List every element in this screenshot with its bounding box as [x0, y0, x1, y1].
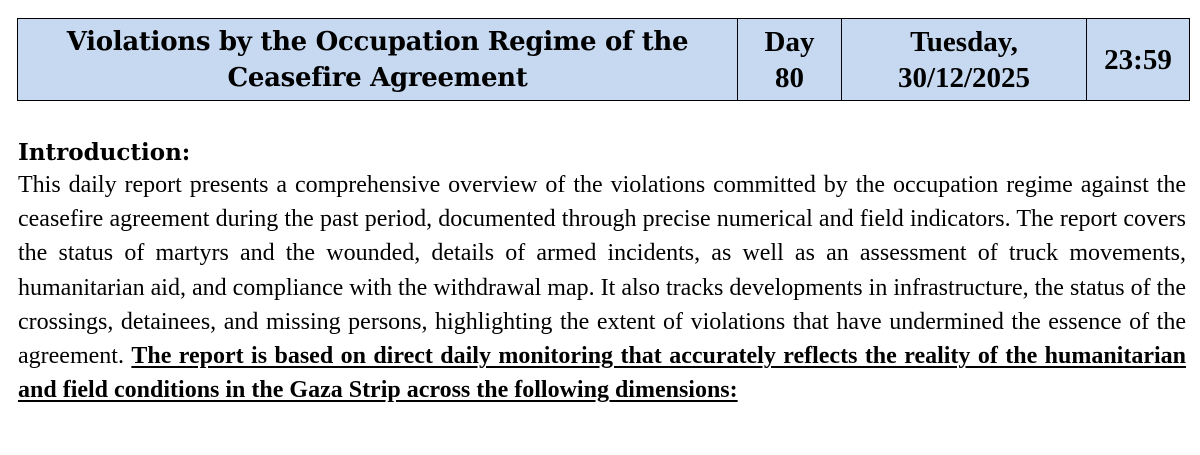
day-number: 80: [775, 61, 804, 94]
weekday: Tuesday,: [910, 25, 1018, 58]
report-title: Violations by the Occupation Regime of the Ceasefire Agreement: [66, 26, 689, 93]
report-date: 30/12/2025: [897, 61, 1031, 94]
introduction-body-text: This daily report presents a comprehensive overview of the violations committed by the occupation regime against the ceasefire agreement during the past period, documented through precise numerical and field indicators. The report covers the status of martyrs and the wounded, details of armed incidents, as well as an assessment of truck movements, humanitarian aid, and compliance with the withdrawal map. It also tracks developments in infrastructure, the status of the crossings, detainees, and missing persons, highlighting the extent of violations that have undermined the essence of the agreement.: [18, 172, 1186, 370]
report-time: 23:59: [1104, 43, 1172, 76]
date-cell: [842, 19, 1087, 101]
day-label: Day: [764, 25, 815, 58]
introduction-emphasis-text: The report is based on direct daily monitoring that accurately reflects the reality of the humanitarian and field conditions in the Gaza Strip across the following dimensions:: [18, 343, 1187, 404]
time-cell: [1087, 19, 1190, 101]
day-cell: [738, 19, 842, 101]
introduction-paragraph: [18, 168, 1186, 407]
header-row: [18, 19, 1190, 101]
report-title-cell: [18, 19, 738, 101]
introduction-heading: Introduction:: [18, 139, 191, 166]
report-header-table: [17, 18, 1190, 101]
